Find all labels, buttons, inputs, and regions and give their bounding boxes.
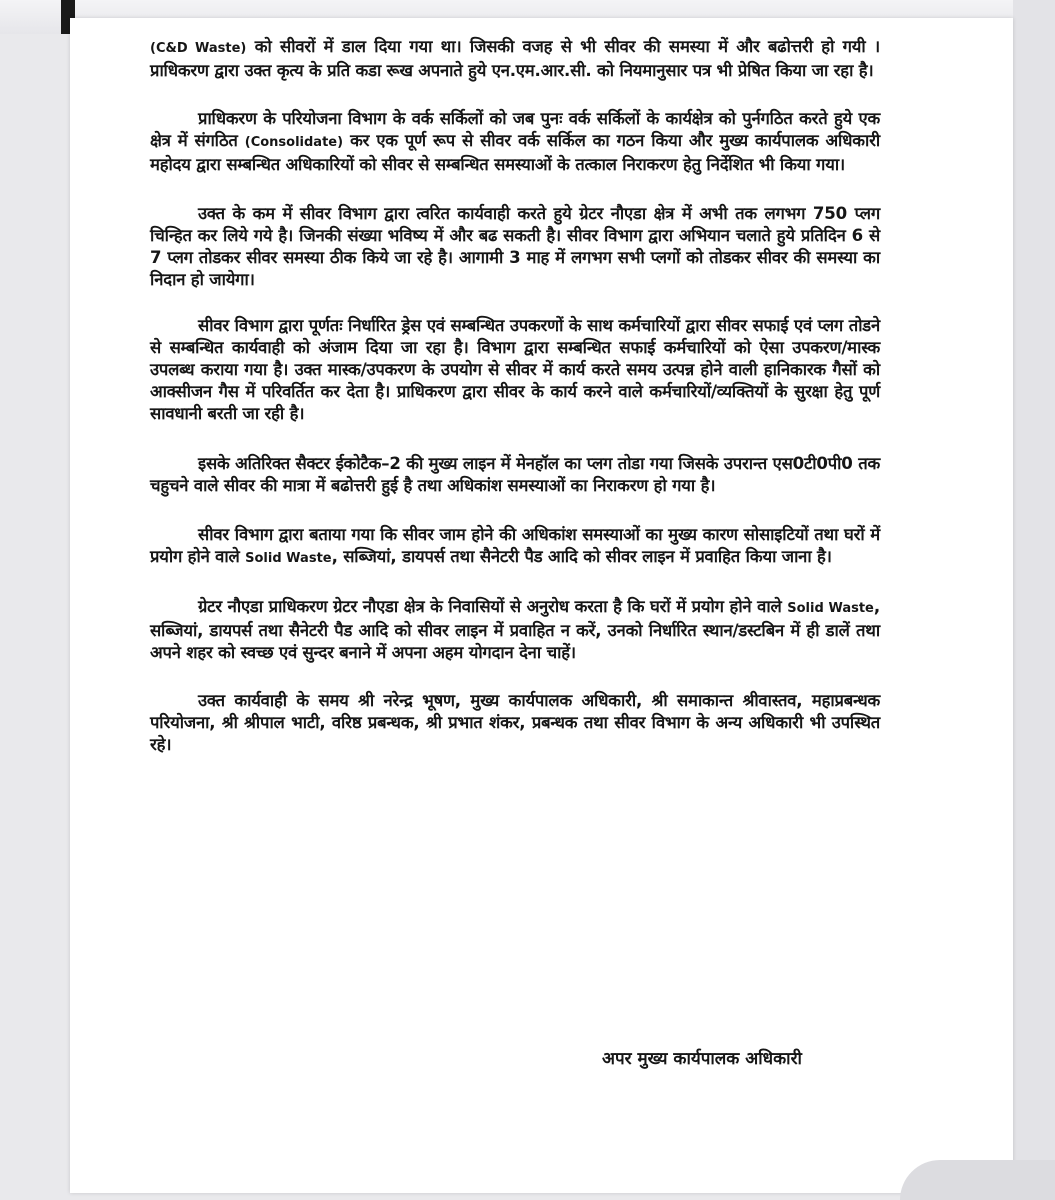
paragraph-1-segment-2: को सीवरों में डाल दिया गया था। जिसकी वजह से भी सीवर की समस्या में और बढोत्तरी हो गयी । प्राधिकरण द्वारा उक्त कृत्य के प्रति कडा रूख अपनाते हुये एन.एम.आर.सी. को नियमानुसार पत्र भी प्रेषित किया जा रहा है। xyxy=(150,37,880,80)
page-curl-corner xyxy=(900,1160,1055,1200)
paragraph-1-segment-1: (C&D Waste) xyxy=(150,41,247,56)
paragraph-6 xyxy=(150,524,880,570)
paragraph-5-segment-1: इसके अतिरिक्त सैक्टर ईकोटैक–2 की मुख्य लाइन में मेनहॉल का प्लग तोडा गया जिसके उपरान्त एस0टी0पी0 तक चहुचने वाले सीवर की मात्रा में बढोत्तरी हुई है तथा अधिकांश समस्याओं का निराकरण हो गया है। xyxy=(150,454,880,495)
paragraph-6-segment-1: सीवर विभाग द्वारा बताया गया कि सीवर जाम होने की अधिकांश समस्याओं का मुख्य कारण सोसाइटियों तथा घरों में प्रयोग होने वाले xyxy=(150,525,880,566)
document-body xyxy=(150,36,880,756)
paragraph-2-segment-3: कर एक पूर्ण रूप से सीवर वर्क सर्किल का गठन किया और मुख्य कार्यपालक अधिकारी महोदय द्वारा सम्बन्धित अधिकारियों को सीवर से सम्बन्धित समस्याओं के तत्काल निराकरण हेतु निर्देशित भी किया गया। xyxy=(150,131,880,174)
viewer-right-margin xyxy=(1013,0,1055,1200)
paragraph-6-segment-2: Solid Waste xyxy=(245,551,332,566)
paragraph-8-segment-1: उक्त कार्यवाही के समय श्री नरेन्द्र भूषण, मुख्य कार्यपालक अधिकारी, श्री समाकान्त श्रीवास्तव, महाप्रबन्धक परियोजना, श्री श्रीपाल भाटी, वरिष्ठ प्रबन्धक, श्री प्रभात शंकर, प्रबन्धक तथा सीवर विभाग के अन्य अधिकारी भी उपस्थित रहे। xyxy=(150,691,880,754)
paragraph-7 xyxy=(150,596,880,664)
paragraph-4 xyxy=(150,315,880,425)
paragraph-8 xyxy=(150,690,880,756)
paragraph-2 xyxy=(150,108,880,176)
paragraph-2-segment-2: (Consolidate) xyxy=(244,135,344,150)
paragraph-3 xyxy=(150,203,880,291)
paragraph-7-segment-2: Solid Waste xyxy=(787,601,874,616)
signature-designation: अपर मुख्य कार्यपालक अधिकारी xyxy=(602,1049,802,1069)
paragraph-2-segment-1: प्राधिकरण के परियोजना विभाग के वर्क सर्किलों को जब पुनः वर्क सर्किलों के कार्यक्षेत्र को पुर्नगठित करते हुये एक क्षेत्र में संगठित xyxy=(150,109,880,150)
paragraph-7-segment-3: , सब्जियां, डायपर्स तथा सैनेटरी पैड आदि को सीवर लाइन में प्रवाहित न करें, उनको निर्धारित स्थान/डस्टबिन में ही डालें तथा अपने शहर को स्वच्छ एवं सुन्दर बनाने में अपना अहम योगदान देना चाहें। xyxy=(150,597,880,662)
paragraph-5 xyxy=(150,453,880,497)
paragraph-6-segment-3: , सब्जियां, डायपर्स तथा सैनेटरी पैड आदि को सीवर लाइन में प्रवाहित किया जाना है। xyxy=(331,547,832,566)
paragraph-1 xyxy=(150,36,880,82)
paragraph-4-segment-1: सीवर विभाग द्वारा पूर्णतः निर्धारित ड्रेस एवं सम्बन्धित उपकरणों के साथ कर्मचारियों द्वारा सीवर सफाई एवं प्लग तोडने से सम्बन्धित कार्यवाही को अंजाम दिया जा रहा है। विभाग द्वारा सम्बन्धित सफाई कर्मचारियों को ऐसा उपकरण/मास्क उपलब्ध कराया गया है। उक्त मास्क/उपकरण के उपयोग से सीवर में कार्य करते समय उत्पन्न होने वाली हानिकारक गैसों को आक्सीजन गैस में परिवर्तित कर देता है। प्राधिकरण द्वारा सीवर के कार्य करने वाले कर्मचारियों/व्यक्तियों के सुरक्षा हेतु पूर्ण सावधानी बरती जा रही है। xyxy=(150,316,880,423)
paragraph-7-segment-1: ग्रेटर नौएडा प्राधिकरण ग्रेटर नौएडा क्षेत्र के निवासियों से अनुरोध करता है कि घरों में प्रयोग होने वाले xyxy=(198,597,788,616)
paragraph-3-segment-1: उक्त के कम में सीवर विभाग द्वारा त्वरित कार्यवाही करते हुये ग्रेटर नौएडा क्षेत्र में अभी तक लगभग 750 प्लग चिन्हित कर लिये गये है। जिनकी संख्या भविष्य में और बढ सकती है। सीवर विभाग द्वारा अभियान चलाते हुये प्रतिदिन 6 से 7 प्लग तोडकर सीवर समस्या ठीक किये जा रहे है। आगामी 3 माह में लगभग सभी प्लगों को तोडकर सीवर की समस्या का निदान हो जायेगा। xyxy=(150,204,880,289)
